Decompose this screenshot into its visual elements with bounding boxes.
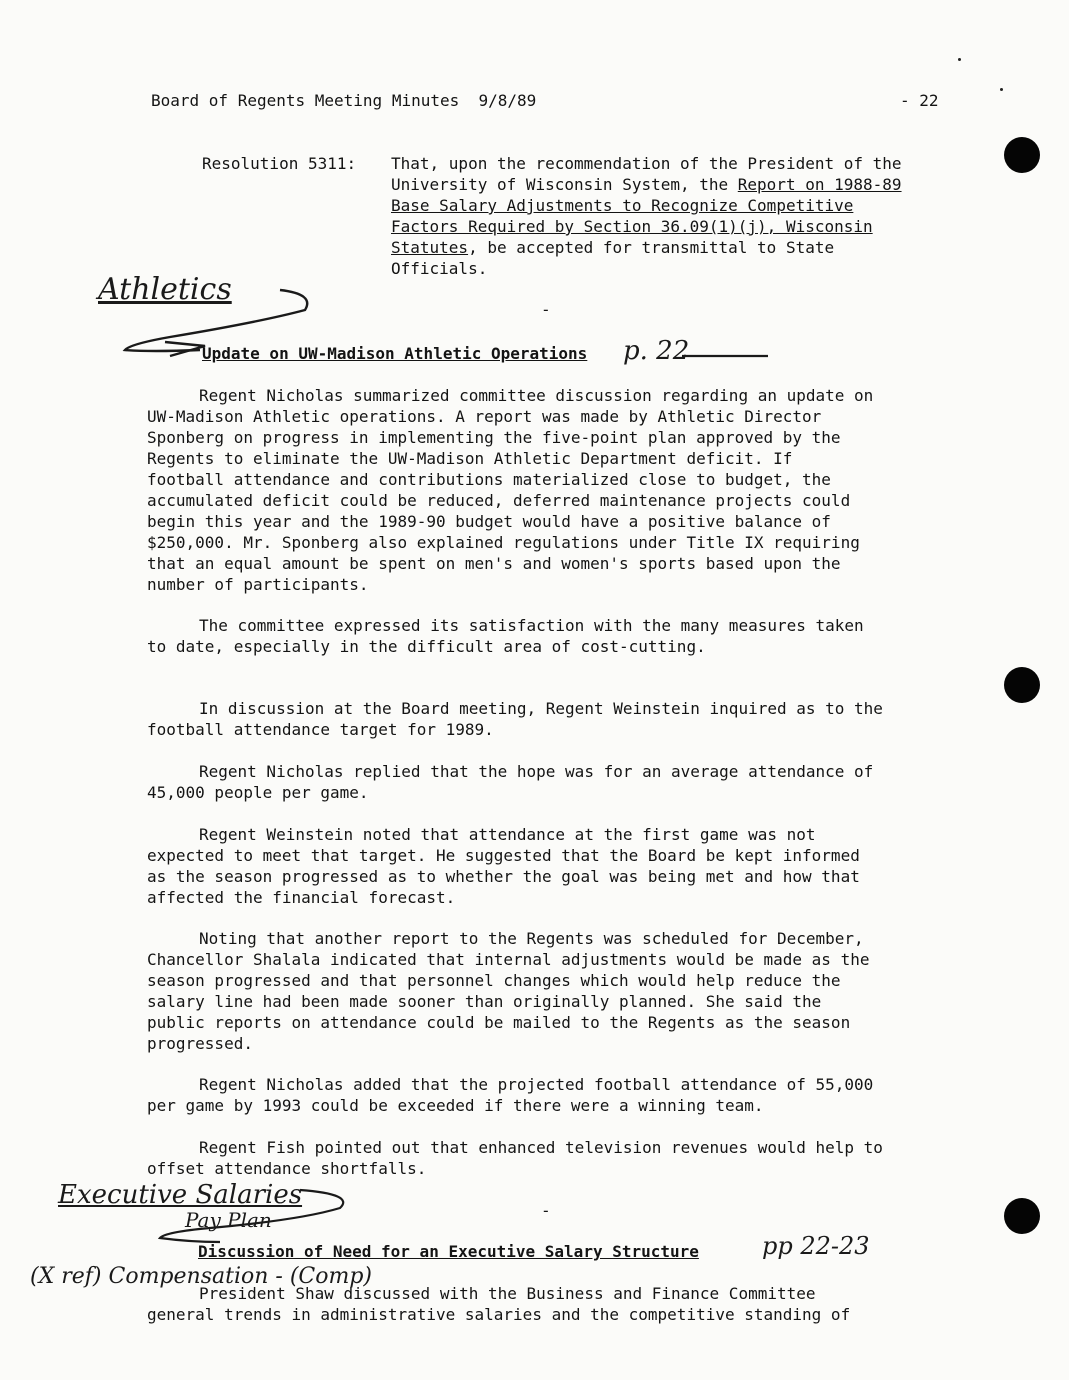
paragraph-shaw-discussion: President Shaw discussed with the Business and Finance Committee general trends in administrative salaries and the competitive standing of xyxy=(147,1284,851,1324)
resolution-line: Officials. xyxy=(391,259,488,278)
resolution-line xyxy=(391,174,951,195)
resolution-line-text: University of Wisconsin System, the xyxy=(391,175,738,194)
handwritten-pay-plan-label: Pay Plan xyxy=(185,1208,272,1232)
resolution-label: Resolution 5311: xyxy=(202,154,357,173)
report-title-underlined: Statutes xyxy=(391,238,469,257)
handwritten-executive-salaries-label: Executive Salaries xyxy=(58,1180,303,1210)
section-divider-mark: - xyxy=(541,1201,551,1220)
resolution-line: That, upon the recommendation of the President of the xyxy=(391,154,902,173)
handwritten-underline-stroke xyxy=(680,350,770,362)
paragraph-committee-satisfaction: The committee expressed its satisfaction with the many measures taken to date, especially in the difficult area of cost-cutting. xyxy=(147,616,864,656)
paragraph-board-discussion: In discussion at the Board meeting, Regent Weinstein inquired as to the football attendance target for 1989. xyxy=(147,699,883,739)
report-title-underlined: Base Salary Adjustments to Recognize Competitive xyxy=(391,196,854,215)
paragraph-weinstein-note: Regent Weinstein noted that attendance at the first game was not expected to meet that target. He suggested that the Board be kept informed as the season progressed as to whether the goal was being met and how that affected the financial forecast. xyxy=(147,825,860,907)
report-title-underlined: Report on 1988-89 xyxy=(737,175,902,194)
athletics-section-heading: Update on UW-Madison Athletic Operations xyxy=(202,344,588,363)
resolution-line xyxy=(391,237,951,258)
section-divider-mark: - xyxy=(541,300,551,319)
punch-hole-top xyxy=(1004,137,1040,173)
resolution-line-text: , be accepted for transmittal to State xyxy=(468,238,835,257)
punch-hole-middle xyxy=(1004,667,1040,703)
resolution-text xyxy=(391,153,951,279)
handwritten-page-ref: pp 22-23 xyxy=(762,1232,870,1260)
paragraph-fish-television: Regent Fish pointed out that enhanced television revenues would help to offset attendance shortfalls. xyxy=(147,1138,883,1178)
handwritten-page-ref: p. 22 xyxy=(623,336,690,366)
paragraph-nicholas-reply: Regent Nicholas replied that the hope was for an average attendance of 45,000 people per game. xyxy=(147,762,874,802)
handwritten-cross-reference: (X ref) Compensation - (Comp) xyxy=(30,1264,373,1289)
punch-hole-bottom xyxy=(1004,1198,1040,1234)
handwritten-athletics-label: Athletics xyxy=(98,272,232,307)
report-title-underlined: Factors Required by Section 36.09(1)(j), Wisconsin xyxy=(391,217,873,236)
paragraph-shalala-response: Noting that another report to the Regents was scheduled for December, Chancellor Shalala indicated that internal adjustments would be made as the season progressed and that personnel changes which would help reduce the salary line had been made sooner than originally planned. She said the public reports on attendance could be mailed to the Regents as the season progressed. xyxy=(147,929,870,1053)
page-number: - 22 xyxy=(900,91,939,110)
paragraph-committee-summary: Regent Nicholas summarized committee discussion regarding an update on UW-Madison Athletic operations. A report was made by Athletic Director Sponberg on progress in implementing the five-point plan approved by the Regents to eliminate the UW-Madison Athletic Department deficit. If football attendance and contributions materialized close to budget, the accumulated deficit could be reduced, deferred maintenance projects could begin this year and the 1989-90 budget would have a positive balance of $250,000. Mr. Sponberg also explained regulations under Title IX requiring that an equal amount be spent on men's and women's sports based upon the number of participants. xyxy=(147,386,874,594)
scan-speck xyxy=(1000,88,1003,91)
scan-speck xyxy=(958,58,961,61)
executive-salary-section-heading: Discussion of Need for an Executive Salary Structure xyxy=(198,1242,699,1261)
page-header-title: Board of Regents Meeting Minutes 9/8/89 xyxy=(151,91,537,110)
paragraph-nicholas-projection: Regent Nicholas added that the projected football attendance of 55,000 per game by 1993 could be exceeded if there were a winning team. xyxy=(147,1075,874,1115)
